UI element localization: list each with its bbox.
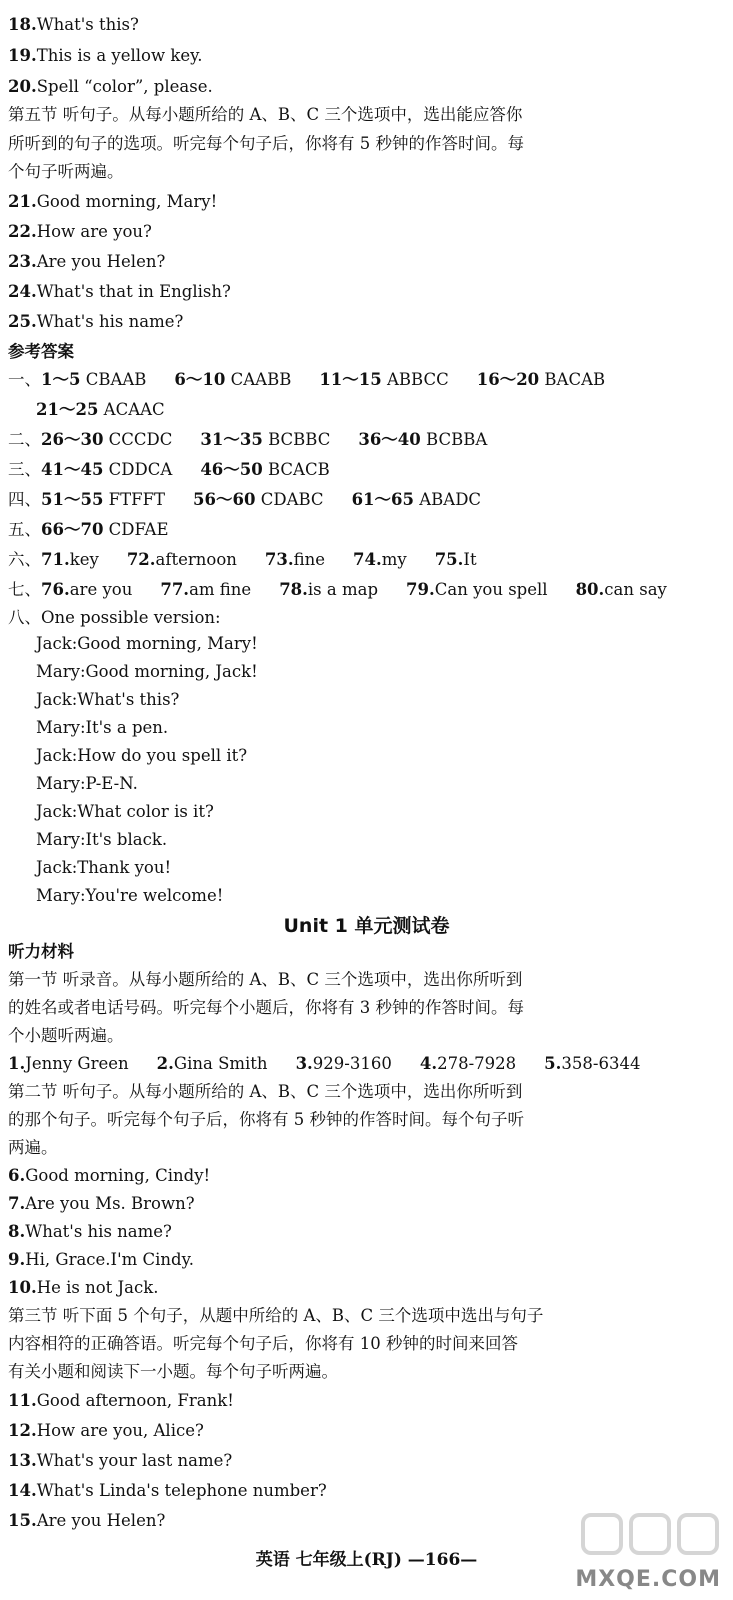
dialog-line: Mary:P-E-N. xyxy=(36,774,138,793)
question-row-1-5: 1.Jenny Green 2.Gina Smith 3.929-3160 4.278-7928 5.358-6344 xyxy=(8,1054,641,1073)
line-13: 13.What's your last name? xyxy=(8,1451,233,1470)
line-25: 25.What's his name? xyxy=(8,312,184,331)
line-10: 10.He is not Jack. xyxy=(8,1278,159,1297)
answer-row-8: 八、One possible version: xyxy=(8,608,221,627)
answer-row-2: 二、26～30 CCCDC 31～35 BCBBC 36～40 BCBBA xyxy=(8,430,488,449)
answer-row-4: 四、51～55 FTFFT 56～60 CDABC 61～65 ABADC xyxy=(8,490,482,509)
line-21: 21.Good morning, Mary! xyxy=(8,192,218,211)
dialog-line: Jack:What's this? xyxy=(36,690,180,709)
section5-instruction-2: 所听到的句子的选项。听完每个句子后，你将有 5 秒钟的作答时间。每 xyxy=(8,134,524,153)
section3-instruction-2: 内容相符的正确答语。听完每个句子后，你将有 10 秒钟的时间来回答 xyxy=(8,1334,518,1353)
section1-instruction-3: 个小题听两遍。 xyxy=(8,1026,124,1045)
line-15: 15.Are you Helen? xyxy=(8,1511,166,1530)
section3-instruction: 第三节 听下面 5 个句子，从题中所给的 A、B、C 三个选项中选出与句子 xyxy=(8,1306,544,1325)
section1-instruction-2: 的姓名或者电话号码。听完每个小题后，你将有 3 秒钟的作答时间。每 xyxy=(8,998,524,1017)
line-24: 24.What's that in English? xyxy=(8,282,231,301)
section2-instruction: 第二节 听句子。从每小题所给的 A、B、C 三个选项中，选出你所听到 xyxy=(8,1082,523,1101)
section1-instruction: 第一节 听录音。从每小题所给的 A、B、C 三个选项中，选出你所听到 xyxy=(8,970,523,989)
line-22: 22.How are you? xyxy=(8,222,152,241)
line-9: 9.Hi, Grace.I'm Cindy. xyxy=(8,1250,194,1269)
section5-instruction: 第五节 听句子。从每小题所给的 A、B、C 三个选项中，选出能应答你 xyxy=(8,105,523,124)
unit-title: Unit 1 单元测试卷 xyxy=(283,915,450,937)
line-18: 18.What's this? xyxy=(8,15,139,34)
line-12: 12.How are you, Alice? xyxy=(8,1421,204,1440)
answer-row-3: 三、41～45 CDDCA 46～50 BCACB xyxy=(8,460,330,479)
dialog-line: Mary:Good morning, Jack! xyxy=(36,662,258,681)
dialog-line: Mary:It's black. xyxy=(36,830,168,849)
dialog-line: Jack:How do you spell it? xyxy=(36,746,248,765)
section2-instruction-2: 的那个句子。听完每个句子后，你将有 5 秒钟的作答时间。每个句子听 xyxy=(8,1110,524,1129)
line-11: 11.Good afternoon, Frank! xyxy=(8,1391,234,1410)
line-7: 7.Are you Ms. Brown? xyxy=(8,1194,195,1213)
line-6: 6.Good morning, Cindy! xyxy=(8,1166,211,1185)
dialog-line: Mary:It's a pen. xyxy=(36,718,169,737)
section2-instruction-3: 两遍。 xyxy=(8,1138,58,1157)
dialog-line: Jack:Thank you! xyxy=(36,858,172,877)
watermark-text: MXQE.COM xyxy=(575,1567,721,1592)
answer-row-1: 一、1～5 CBAAB 6～10 CAABB 11～15 ABBCC 16～20 BACAB xyxy=(8,370,606,389)
dialog-line: Mary:You're welcome! xyxy=(36,886,224,905)
page-footer: 英语 七年级上(RJ) —166— xyxy=(255,1550,478,1570)
line-23: 23.Are you Helen? xyxy=(8,252,166,271)
line-20: 20.Spell “color”, please. xyxy=(8,77,213,96)
answer-row-1b: 21～25 ACAAC xyxy=(36,400,165,419)
answer-row-7: 七、76.are you 77.am fine 78.is a map 79.Can you spell 80.can say xyxy=(8,580,667,599)
listening-heading: 听力材料 xyxy=(8,942,74,961)
dialog-line: Jack:Good morning, Mary! xyxy=(36,634,258,653)
answer-row-5: 五、66～70 CDFAE xyxy=(8,520,169,539)
section3-instruction-3: 有关小题和阅读下一小题。每个句子听两遍。 xyxy=(8,1362,338,1381)
dialog-line: Jack:What color is it? xyxy=(36,802,214,821)
line-8: 8.What's his name? xyxy=(8,1222,172,1241)
line-19: 19.This is a yellow key. xyxy=(8,46,203,65)
line-14: 14.What's Linda's telephone number? xyxy=(8,1481,327,1500)
answers-heading: 参考答案 xyxy=(8,342,74,361)
section5-instruction-3: 个句子听两遍。 xyxy=(8,162,124,181)
answer-row-6: 六、71.key 72.afternoon 73.fine 74.my 75.It xyxy=(8,550,477,569)
